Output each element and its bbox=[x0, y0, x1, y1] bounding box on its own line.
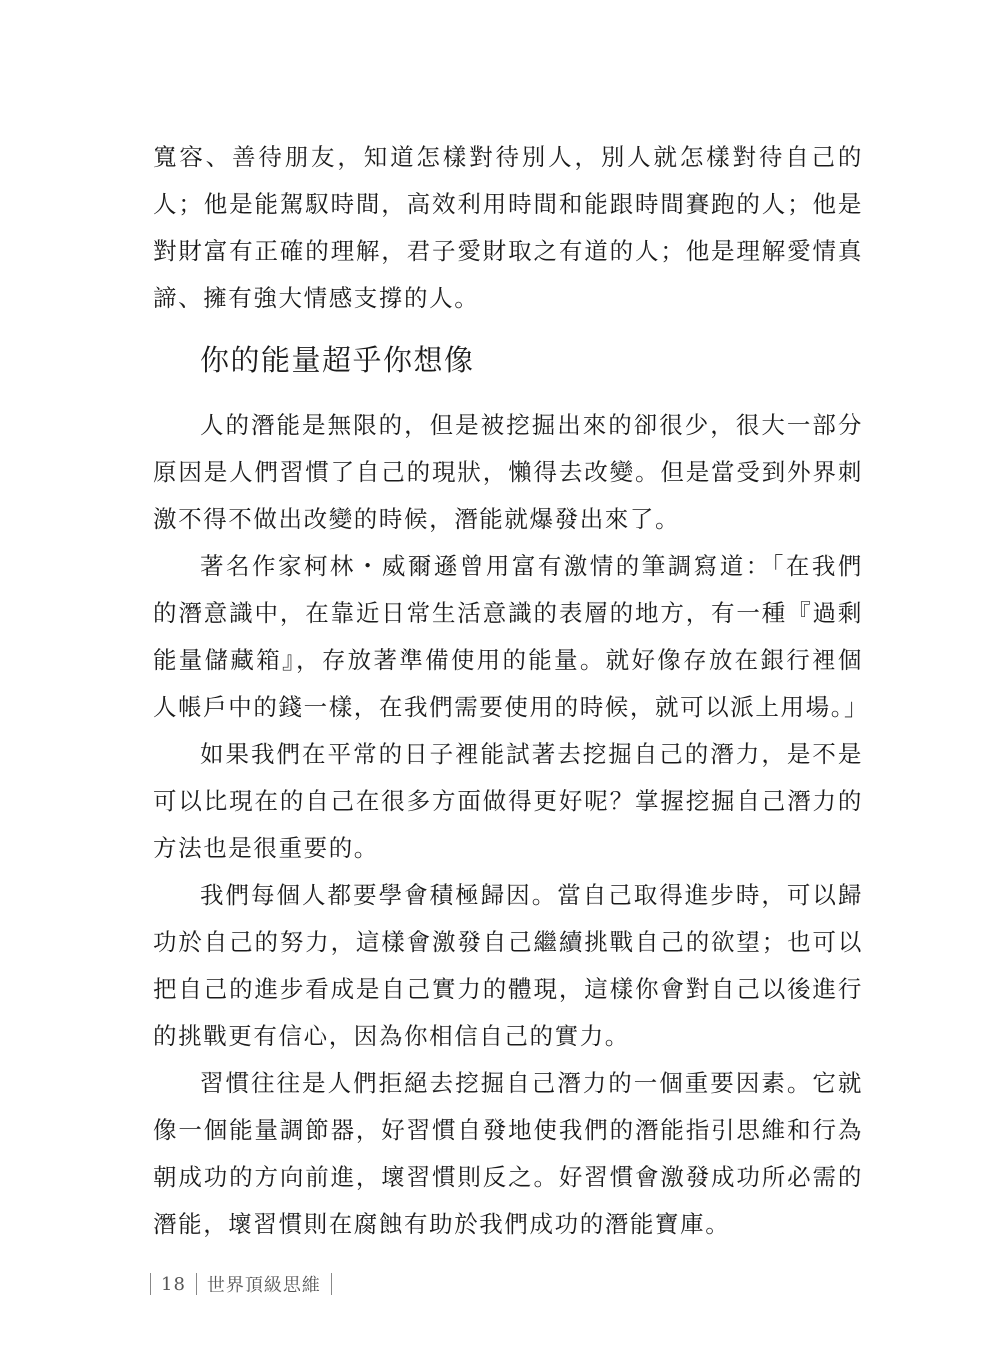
paragraph: 我們每個人都要學會積極歸因。當自己取得進步時，可以歸功於自己的努力，這樣會激發自己繼續挑戰自己的欲望；也可以把自己的進步看成是自己實力的體現，這樣你會對自己以後進行的挑戰更有信心，因為你相信自己的實力。 bbox=[153, 881, 863, 1050]
continued-paragraph-block bbox=[153, 134, 863, 322]
section-heading: 你的能量超乎你想像 bbox=[200, 343, 475, 377]
paragraph: 如果我們在平常的日子裡能試著去挖掘自己的潛力，是不是可以比現在的自己在很多方面做得更好呢？掌握挖掘自己潛力的方法也是很重要的。 bbox=[153, 740, 863, 862]
footer-divider bbox=[331, 1273, 332, 1295]
page-footer bbox=[150, 1269, 332, 1299]
continued-paragraph: 寬容、善待朋友，知道怎樣對待別人，別人就怎樣對待自己的人；他是能駕馭時間，高效利用時間和能跟時間賽跑的人；他是對財富有正確的理解，君子愛財取之有道的人；他是理解愛情真諦、擁有強大情感支撐的人。 bbox=[153, 143, 863, 312]
body-text bbox=[153, 402, 870, 1248]
book-title: 世界頂級思維 bbox=[206, 1275, 321, 1296]
paragraph: 習慣往往是人們拒絕去挖掘自己潛力的一個重要因素。它就像一個能量調節器，好習慣自發地使我們的潛能指引思維和行為朝成功的方向前進，壞習慣則反之。好習慣會激發成功所必需的潛能，壞習慣則在腐蝕有助於我們成功的潛能寶庫。 bbox=[153, 1069, 863, 1238]
paragraph: 著名作家柯林・威爾遜曾用富有激情的筆調寫道：「在我們的潛意識中，在靠近日常生活意識的表層的地方，有一種『過剩能量儲藏箱』，存放著準備使用的能量。就好像存放在銀行裡個人帳戶中的錢一樣，在我們需要使用的時候，就可以派上用場。」 bbox=[153, 552, 870, 721]
page-number: 18 bbox=[161, 1273, 186, 1295]
paragraph: 人的潛能是無限的，但是被挖掘出來的卻很少，很大一部分原因是人們習慣了自己的現狀，懶得去改變。但是當受到外界刺激不得不做出改變的時候，潛能就爆發出來了。 bbox=[153, 411, 863, 533]
